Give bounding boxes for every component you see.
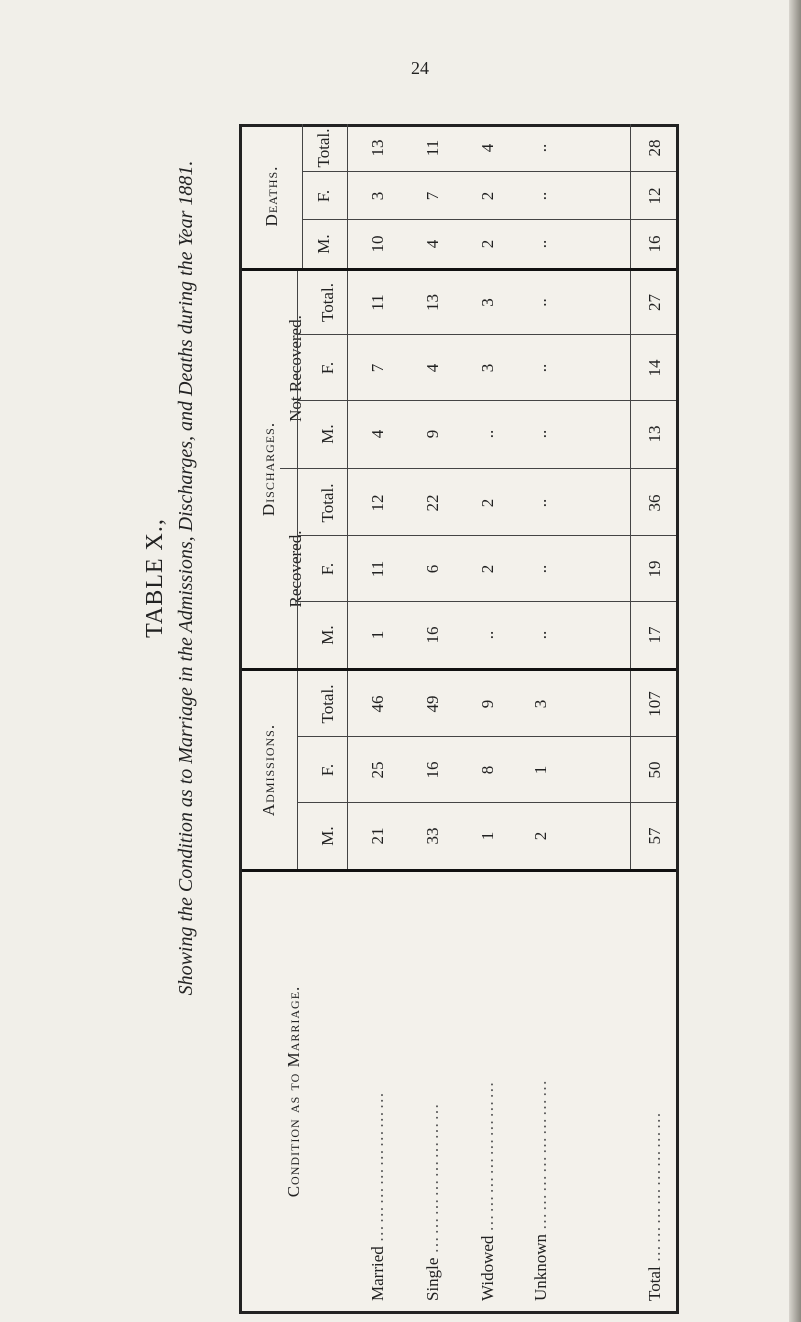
table-cell: 7 [422, 191, 442, 201]
header-admissions: Admissions. [259, 723, 279, 817]
table-cell: .. [530, 298, 550, 307]
table-cell: 13 [367, 139, 387, 157]
table-cell: 12 [644, 187, 664, 205]
table-cell: 22 [422, 494, 442, 512]
table-cell: 49 [422, 695, 442, 713]
table-cell: 8 [477, 765, 497, 775]
header-adm-m: M. [318, 826, 338, 846]
table-cell: 57 [644, 827, 664, 845]
row-label-text: Single [422, 1257, 442, 1301]
table-cell: 1 [367, 630, 387, 640]
row-label [467, 874, 509, 1311]
table-cell: 2 [477, 239, 497, 249]
table-cell: 6 [422, 564, 442, 574]
table-cell: .. [530, 363, 550, 373]
header-condition: Condition as to Marriage. [284, 985, 304, 1198]
row-leader-dots: …………………… [422, 1101, 442, 1254]
table-grid [239, 124, 679, 1314]
rule-deaths-header [302, 124, 303, 268]
table-cell: 4 [477, 143, 497, 153]
table-cell: 3 [530, 699, 550, 709]
table-cell: 9 [477, 699, 497, 709]
header-d-m: M. [314, 234, 334, 254]
table-cell: 36 [644, 494, 664, 512]
page-edge-shadow [789, 0, 801, 1322]
table-cell: 27 [644, 294, 664, 311]
table-cell: 16 [422, 761, 442, 779]
header-deaths: Deaths. [261, 165, 281, 227]
table-cell: 3 [477, 363, 497, 373]
row-label [520, 874, 562, 1311]
rule-header-bottom [347, 124, 348, 871]
table-cell: .. [530, 630, 550, 640]
table-cell: 17 [644, 626, 664, 644]
header-d-f: F. [314, 189, 334, 203]
row-leader-dots: …………………… [644, 1110, 664, 1263]
table-cell: 11 [422, 139, 442, 157]
table-caption: Showing the Condition as to Marriage in the Admissions, Discharges, and Deaths during the Year 1881. [175, 160, 197, 996]
row-label-text: Total [644, 1266, 664, 1301]
header-rec-total: Total. [318, 483, 338, 523]
table-cell: 107 [644, 691, 664, 717]
rule-total-row [630, 124, 631, 871]
table-cell: 21 [367, 827, 387, 845]
header-adm-f: F. [318, 763, 338, 777]
table-cell: 28 [644, 139, 664, 157]
table-cell: 16 [422, 626, 442, 644]
rule-after-discharges [242, 268, 676, 271]
header-d-total: Total. [314, 128, 334, 168]
rule-after-condition [242, 869, 676, 872]
table-cell: 11 [367, 560, 387, 578]
row-leader-dots: …………………… [477, 1079, 497, 1232]
table-cell: 11 [367, 294, 387, 311]
header-nrec-total: Total. [318, 283, 338, 322]
header-not-recovered: Not Recovered. [285, 315, 305, 422]
header-rec-f: F. [318, 562, 338, 576]
row-label [357, 874, 399, 1311]
table-cell: 10 [367, 235, 387, 253]
table-cell: .. [530, 564, 550, 574]
table-cell: 25 [367, 761, 387, 779]
table-cell: 9 [422, 429, 442, 439]
table-cell: 7 [367, 363, 387, 373]
page-number: 24 [411, 58, 429, 78]
header-recovered: Recovered. [285, 530, 305, 608]
row-label-text: Widowed [477, 1235, 497, 1301]
row-leader-dots: …………………… [530, 1077, 550, 1230]
table-cell: 16 [644, 235, 664, 253]
table-cell: 14 [644, 359, 664, 377]
row-label-text: Unknown [530, 1233, 550, 1301]
table-cell: 3 [477, 298, 497, 307]
table-cell: 12 [367, 494, 387, 512]
table-cell: .. [477, 429, 497, 439]
table-cell: 46 [367, 695, 387, 713]
table-cell: .. [530, 429, 550, 439]
table-cell: .. [530, 191, 550, 201]
table-cell: 19 [644, 560, 664, 578]
table-cell: 4 [422, 363, 442, 373]
marriage-condition-table [239, 124, 679, 1314]
table-cell: .. [530, 239, 550, 249]
header-rec-m: M. [318, 625, 338, 645]
table-cell: 4 [367, 429, 387, 439]
table-cell: 3 [367, 191, 387, 201]
table-cell: 1 [477, 831, 497, 841]
table-cell: 33 [422, 827, 442, 845]
table-cell: 1 [530, 765, 550, 775]
table-cell: .. [530, 498, 550, 508]
rule-after-admissions [242, 668, 676, 671]
header-adm-total: Total. [318, 684, 338, 724]
header-discharges: Discharges. [259, 421, 279, 517]
table-cell: .. [477, 630, 497, 640]
row-leader-dots: …………………… [367, 1090, 387, 1243]
row-label [634, 874, 676, 1311]
table-label: TABLE X., [142, 518, 168, 638]
table-cell: 13 [644, 425, 664, 443]
table-cell: 2 [477, 191, 497, 201]
header-nrec-m: M. [318, 424, 338, 444]
table-cell: 4 [422, 239, 442, 249]
rule-section-header [297, 269, 298, 869]
table-cell: 50 [644, 761, 664, 779]
table-cell: 2 [530, 831, 550, 841]
table-cell: .. [530, 143, 550, 153]
table-cell: 2 [477, 564, 497, 574]
row-label [412, 874, 454, 1311]
header-nrec-f: F. [318, 361, 338, 375]
table-cell: 2 [477, 498, 497, 508]
rule-after-recovered [280, 468, 676, 469]
table-cell: 13 [422, 294, 442, 311]
row-label-text: Married [367, 1246, 387, 1301]
